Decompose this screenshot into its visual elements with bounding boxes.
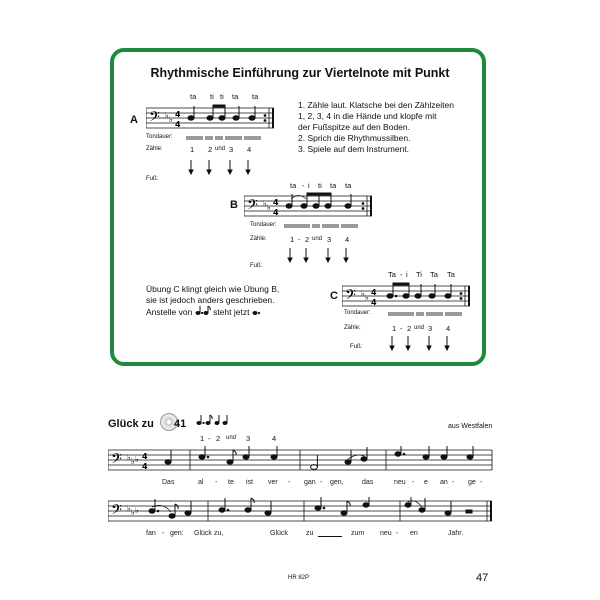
song-title: Glück zu bbox=[108, 418, 154, 430]
lyric: ge bbox=[468, 479, 476, 486]
lyric: - bbox=[412, 479, 415, 486]
count: und bbox=[215, 146, 226, 152]
count: 2 bbox=[208, 145, 213, 154]
syllable: - bbox=[400, 270, 403, 279]
exercise-b-tondauer-bars bbox=[284, 223, 364, 229]
uebung-c-anstelle: Anstelle von bbox=[146, 307, 193, 317]
syllable: ta bbox=[190, 92, 197, 101]
lyric: zu bbox=[306, 530, 314, 537]
exercise-a-zaehle-label: Zähle: bbox=[146, 146, 163, 152]
count: 2 bbox=[407, 324, 412, 333]
exercise-c-foot-arrows bbox=[386, 334, 456, 352]
lyric: al bbox=[198, 479, 204, 486]
lyric: fan bbox=[146, 530, 156, 537]
lyric: neu bbox=[394, 479, 406, 486]
svg-text:4: 4 bbox=[142, 452, 148, 461]
exercise-a-tondauer-bars bbox=[186, 135, 266, 141]
count: - bbox=[208, 434, 211, 443]
count: 1 bbox=[392, 324, 397, 333]
dotted-quarter-eighth-icon bbox=[195, 306, 211, 318]
count: 3 bbox=[246, 434, 251, 443]
exercise-c-tondauer-bars bbox=[388, 311, 468, 317]
exercise-b-zaehle-label: Zähle: bbox=[250, 236, 267, 242]
uebung-c-line: sie ist jedoch anders geschrieben. bbox=[146, 295, 275, 305]
exercise-a-fuss-label: Fuß: bbox=[146, 176, 159, 182]
svg-text:♭: ♭ bbox=[131, 457, 135, 466]
syllable: ta bbox=[290, 181, 297, 190]
svg-text:4: 4 bbox=[142, 462, 148, 471]
syllable: ti bbox=[318, 181, 322, 190]
syllable: ta bbox=[232, 92, 239, 101]
svg-text:4: 4 bbox=[371, 288, 377, 297]
count: 3 bbox=[327, 235, 332, 244]
svg-text:♭: ♭ bbox=[365, 293, 369, 302]
svg-text:4: 4 bbox=[273, 198, 279, 207]
syllable: Ta bbox=[388, 270, 396, 279]
lyric: ver bbox=[268, 479, 278, 486]
lyric: gen, bbox=[330, 479, 344, 486]
syllable: ti bbox=[210, 92, 214, 101]
track-number: 41 bbox=[174, 418, 187, 430]
exercise-b-fuss-label: Fuß: bbox=[250, 263, 263, 269]
instruction-line: der Fußspitze auf den Boden. bbox=[298, 122, 410, 132]
uebung-c-text bbox=[146, 284, 306, 318]
uebung-c-line: Übung C klingt gleich wie Übung B, bbox=[146, 284, 280, 294]
count: 2 bbox=[216, 434, 221, 443]
exercise-b-staff bbox=[244, 192, 374, 220]
count: - bbox=[400, 324, 403, 333]
svg-text:♭: ♭ bbox=[169, 115, 173, 124]
exercise-c-zaehle-label: Zähle: bbox=[344, 325, 361, 331]
lyric: te bbox=[228, 479, 234, 486]
syllable: ta bbox=[345, 181, 352, 190]
svg-text:𝄢: 𝄢 bbox=[247, 197, 258, 217]
syllable: ti bbox=[220, 92, 224, 101]
lyric: neu bbox=[380, 530, 392, 537]
svg-text:♭: ♭ bbox=[267, 203, 271, 212]
lyric: ist bbox=[246, 479, 253, 486]
lyric: en bbox=[410, 530, 418, 537]
lyric: - bbox=[162, 530, 165, 537]
syllable: Ta bbox=[447, 270, 455, 279]
exercise-c-staff bbox=[342, 282, 472, 310]
instruction-line: 1, 2, 3, 4 in die Hände und klopfe mit bbox=[298, 111, 437, 121]
svg-text:𝄢: 𝄢 bbox=[111, 502, 122, 522]
melisma-line bbox=[318, 536, 342, 537]
count: 4 bbox=[247, 145, 252, 154]
count: 1 bbox=[190, 145, 195, 154]
lyric: Glück bbox=[270, 530, 288, 537]
exercise-b-foot-arrows bbox=[284, 246, 354, 264]
lyric: - bbox=[215, 479, 218, 486]
uebung-c-line bbox=[146, 306, 306, 318]
svg-text:♭: ♭ bbox=[131, 508, 135, 517]
lyric: zu, bbox=[214, 530, 224, 537]
count: - bbox=[298, 235, 301, 244]
song-staff-2 bbox=[108, 497, 494, 527]
syllable: ta bbox=[252, 92, 259, 101]
lyric: - bbox=[396, 530, 399, 537]
lyric: e bbox=[424, 479, 428, 486]
svg-text:♭: ♭ bbox=[135, 455, 139, 464]
lyric: - bbox=[452, 479, 455, 486]
exercise-b-tondauer-label: Tondauer: bbox=[250, 222, 277, 228]
count: und bbox=[312, 236, 323, 242]
exercise-a-staff bbox=[146, 104, 276, 132]
syllable: - bbox=[302, 181, 305, 190]
lyric: gan bbox=[304, 479, 316, 486]
count: 1 bbox=[200, 434, 205, 443]
svg-text:4: 4 bbox=[273, 208, 279, 217]
count: 2 bbox=[305, 235, 310, 244]
count: 3 bbox=[229, 145, 234, 154]
syllable: ta bbox=[330, 181, 337, 190]
svg-text:♭: ♭ bbox=[135, 506, 139, 515]
lyric: Jahr. bbox=[448, 530, 464, 537]
svg-text:♭: ♭ bbox=[165, 111, 169, 120]
svg-text:♭: ♭ bbox=[127, 453, 131, 462]
svg-text:𝄢: 𝄢 bbox=[149, 109, 160, 129]
svg-text:4: 4 bbox=[175, 110, 181, 119]
lyric: - bbox=[480, 479, 483, 486]
count: und bbox=[414, 325, 425, 331]
lyric: Glück bbox=[194, 530, 212, 537]
exercise-b-label: B bbox=[230, 199, 238, 211]
exercise-a-label: A bbox=[130, 114, 138, 126]
svg-text:4: 4 bbox=[371, 298, 377, 307]
syllable: Ta bbox=[430, 270, 438, 279]
exercise-a-tondauer-label: Tondauer: bbox=[146, 134, 173, 140]
song-origin: aus Westfalen bbox=[448, 423, 493, 430]
svg-text:♭: ♭ bbox=[361, 289, 365, 298]
rhythm-motif-icon bbox=[196, 414, 230, 426]
uebung-c-steht-jetzt: steht jetzt bbox=[213, 307, 250, 317]
exercise-c-fuss-label: Fuß: bbox=[350, 344, 363, 350]
svg-text:𝄢: 𝄢 bbox=[345, 287, 356, 307]
lyric: gen: bbox=[170, 530, 184, 537]
count: 4 bbox=[446, 324, 451, 333]
lyric: - bbox=[288, 479, 291, 486]
instruction-line: 1. Zähle laut. Klatsche bei den Zählzeiten bbox=[298, 100, 454, 110]
instruction-line: 3. Spiele auf dem Instrument. bbox=[298, 144, 410, 154]
exercise-title: Rhythmische Einführung zur Viertelnote mit Punkt bbox=[150, 66, 450, 80]
count: 3 bbox=[428, 324, 433, 333]
song-staff-1 bbox=[108, 446, 494, 476]
dotted-quarter-icon bbox=[252, 306, 260, 318]
svg-text:♭: ♭ bbox=[263, 199, 267, 208]
lyric: an bbox=[440, 479, 448, 486]
count: und bbox=[226, 435, 237, 441]
count: 4 bbox=[272, 434, 277, 443]
page-number: 47 bbox=[476, 572, 489, 584]
exercise-c-label: C bbox=[330, 290, 338, 302]
lyric: Das bbox=[162, 479, 175, 486]
lyric: zum bbox=[351, 530, 365, 537]
footer-code: HR 82P bbox=[288, 575, 310, 581]
syllable: i bbox=[406, 270, 408, 279]
svg-text:♭: ♭ bbox=[127, 504, 131, 513]
syllable: Ti bbox=[416, 270, 422, 279]
count: 4 bbox=[345, 235, 350, 244]
exercise-a-foot-arrows bbox=[186, 158, 256, 176]
syllable: i bbox=[308, 181, 310, 190]
lyric: - bbox=[320, 479, 323, 486]
count: 1 bbox=[290, 235, 295, 244]
instructions bbox=[298, 100, 478, 155]
svg-text:𝄢: 𝄢 bbox=[111, 451, 122, 471]
instruction-line: 2. Sprich die Rhythmussilben. bbox=[298, 133, 411, 143]
exercise-c-tondauer-label: Tondauer: bbox=[344, 310, 371, 316]
lyric: das bbox=[362, 479, 374, 486]
svg-text:4: 4 bbox=[175, 120, 181, 129]
